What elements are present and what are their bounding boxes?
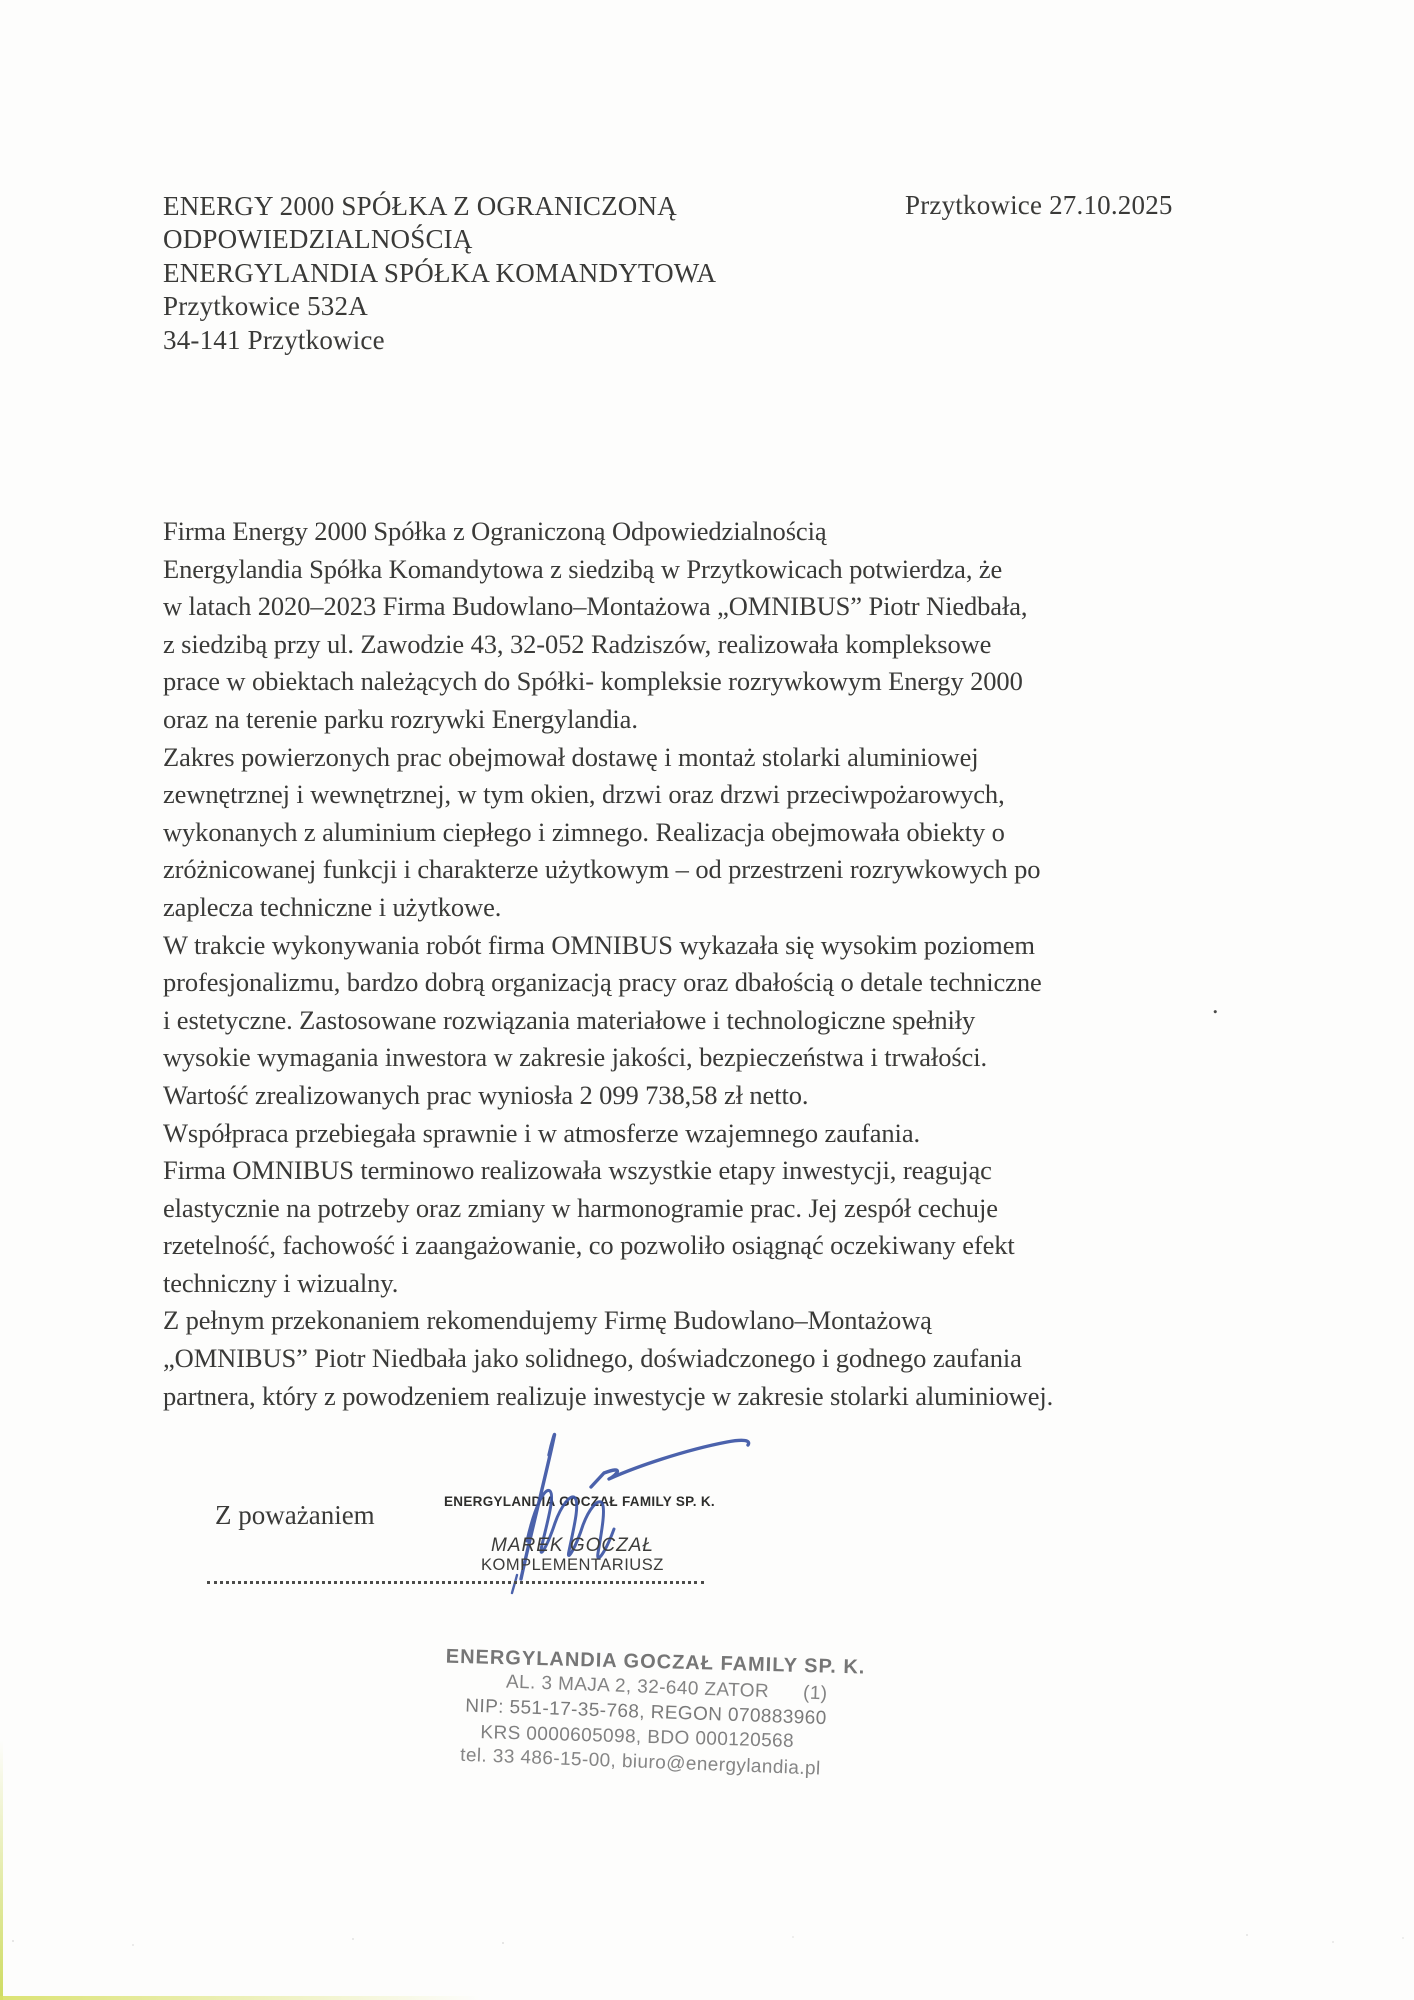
body-line: profesjonalizmu, bardzo dobrą organizacją pracy oraz dbałością o detale techniczne — [163, 967, 1042, 998]
stamp-line: KRS 0000605098, BDO 000120568 — [480, 1722, 795, 1752]
body-line: Firma Energy 2000 Spółka z Ograniczoną Odpowiedzialnością — [163, 516, 827, 546]
body-line: wykonanych z aluminium ciepłego i zimnego. Realizacja obejmowała obiekty o — [163, 816, 1005, 847]
body-line: wysokie wymagania inwestora w zakresie jakości, bezpieczeństwa i trwałości. — [163, 1042, 988, 1073]
stamp-line: AL. 3 MAJA 2, 32-640 ZATOR (1) — [505, 1671, 828, 1705]
sender-address-block — [163, 190, 716, 357]
letter-body — [163, 516, 1053, 1418]
body-line: Energylandia Spółka Komandytowa z siedzibą w Przytkowicach potwierdza, że — [163, 553, 1003, 584]
stamp-line: tel. 33 486-15-00, biuro@energylandia.pl — [459, 1744, 822, 1780]
valediction: Z poważaniem — [215, 1500, 375, 1530]
stamp-line: NIP: 551-17-35-768, REGON 070883960 — [464, 1695, 828, 1730]
body-line: elastycznie na potrzeby oraz zmiany w harmonogramie prac. Jej zespół cechuje — [163, 1192, 998, 1223]
body-line: partnera, który z powodzeniem realizuje inwestycje w zakresie stolarki aluminiowej. — [163, 1380, 1054, 1411]
body-line: oraz na terenie parku rozrywki Energylandia. — [163, 703, 638, 734]
body-line: „OMNIBUS” Piotr Niedbała jako solidnego, doświadczonego i godnego zaufania — [163, 1343, 1022, 1374]
scan-edge-artifact-left — [0, 1740, 3, 2000]
body-line: Z pełnym przekonaniem rekomendujemy Firmę Budowlano–Montażową — [163, 1305, 932, 1336]
place-and-date: Przytkowice 27.10.2025 — [905, 190, 1173, 220]
signer-name: MAREK GOCZAŁ — [491, 1535, 654, 1556]
body-line: zaplecza techniczne i użytkowe. — [163, 891, 502, 922]
signer-title: KOMPLEMENTARIUSZ — [481, 1556, 664, 1574]
body-line: techniczny i wizualny. — [163, 1267, 399, 1298]
signature-stamp-company: ENERGYLANDIA GOCZAŁ FAMILY SP. K. — [444, 1494, 715, 1509]
body-line: Współpraca przebiegała sprawnie i w atmosferze wzajemnego zaufania. — [163, 1117, 921, 1148]
body-line: zewnętrznej i wewnętrznej, w tym okien, drzwi oraz drzwi przeciwpożarowych, — [163, 779, 1005, 810]
stamp-line: ENERGYLANDIA GOCZAŁ FAMILY SP. K. — [445, 1645, 866, 1679]
sender-line: 34-141 Przytkowice — [163, 324, 385, 355]
company-rubber-stamp — [430, 1643, 874, 1782]
scan-edge-artifact-bottom — [0, 1996, 480, 2000]
signature-dotted-line — [207, 1567, 704, 1584]
scan-artifact-dot: . — [1212, 990, 1219, 1019]
body-line: Firma OMNIBUS terminowo realizowała wszystkie etapy inwestycji, reagując — [163, 1155, 992, 1186]
sender-line: ODPOWIEDZIALNOŚCIĄ — [163, 224, 473, 255]
body-line: zróżnicowanej funkcji i charakterze użytkowym – od przestrzeni rozrywkowych po — [163, 854, 1041, 885]
body-line: w latach 2020–2023 Firma Budowlano–Montażowa „OMNIBUS” Piotr Niedbała, — [163, 591, 1028, 622]
body-line: rzetelność, fachowość i zaangażowanie, co pozwoliło osiągnąć oczekiwany efekt — [163, 1230, 1015, 1261]
body-line: i estetyczne. Zastosowane rozwiązania materiałowe i technologiczne spełniły — [163, 1004, 976, 1035]
body-line: Wartość zrealizowanych prac wyniosła 2 099 738,58 zł netto. — [163, 1079, 809, 1110]
body-line: z siedzibą przy ul. Zawodzie 43, 32-052 Radziszów, realizowała kompleksowe — [163, 628, 992, 659]
body-line: Zakres powierzonych prac obejmował dostawę i montaż stolarki aluminiowej — [163, 741, 979, 772]
sender-line: Przytkowice 532A — [163, 291, 368, 322]
sender-line: ENERGY 2000 SPÓŁKA Z OGRANICZONĄ — [163, 191, 677, 221]
sender-line: ENERGYLANDIA SPÓŁKA KOMANDYTOWA — [163, 257, 717, 288]
body-line: W trakcie wykonywania robót firma OMNIBUS wykazała się wysokim poziomem — [163, 929, 1035, 960]
body-line: prace w obiektach należących do Spółki- kompleksie rozrywkowym Energy 2000 — [163, 666, 1023, 697]
scan-noise-specks — [0, 1932, 2, 1934]
